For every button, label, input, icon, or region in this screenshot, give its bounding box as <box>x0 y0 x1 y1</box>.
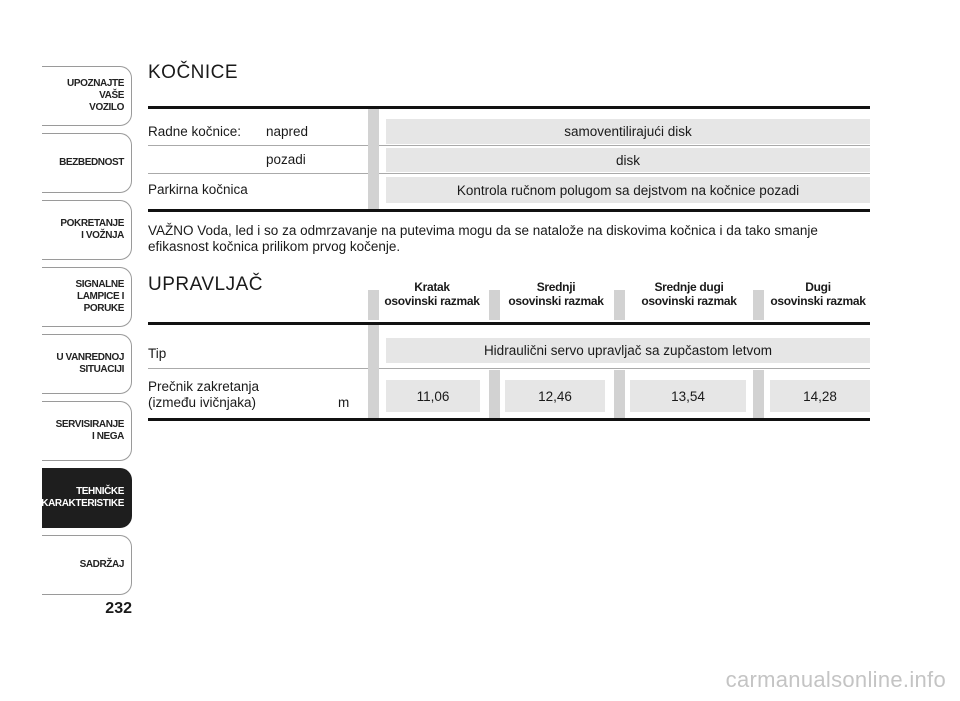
rear-brakes-value: disk <box>386 148 870 172</box>
steering-bottom-rule <box>148 418 870 421</box>
page-number: 232 <box>105 600 132 617</box>
watermark: carmanualsonline.info <box>725 667 946 692</box>
column-header-kratak: Kratak osovinski razmak <box>384 280 480 308</box>
tab-tehnicke-karakteristike[interactable]: TEHNIČKE KARAKTERISTIKE <box>42 468 132 528</box>
tab-upoznajte-vase-vozilo[interactable]: UPOZNAJTE VAŠE VOZILO <box>42 66 132 126</box>
steering-column-separator <box>368 325 379 418</box>
brakes-row-divider <box>148 145 368 146</box>
steering-row-divider <box>379 368 870 369</box>
tab-sadrzaj[interactable]: SADRŽAJ <box>42 535 132 595</box>
front-brakes-label: napred <box>266 124 309 139</box>
brakes-column-separator <box>368 109 379 210</box>
brakes-row-divider <box>148 173 368 174</box>
turning-diameter-kratak: 11,06 <box>386 380 480 412</box>
brakes-top-rule <box>148 106 870 109</box>
header-column-separator <box>614 290 625 320</box>
front-brakes-value: samoventilirajući disk <box>386 119 870 144</box>
steering-row-divider <box>148 368 368 369</box>
turning-diameter-sublabel: (između ivičnjaka) <box>148 395 257 410</box>
brakes-row-divider <box>379 145 870 146</box>
brakes-bottom-rule <box>148 209 870 212</box>
steering-top-rule <box>148 322 870 325</box>
brakes-note: VAŽNO Voda, led i so za odmrzavanje na putevima mogu da se natalože na diskovima kočnica i da tako smanje efikasnost kočnica prilikom prvog kočenje. <box>148 223 818 254</box>
value-column-separator <box>753 370 764 418</box>
turning-diameter-unit: m <box>338 395 350 410</box>
tab-u-vanrednoj-situaciji[interactable]: U VANREDNOJ SITUACIJI <box>42 334 132 394</box>
column-header-dugi: Dugi osovinski razmak <box>770 280 866 308</box>
header-column-separator <box>753 290 764 320</box>
tab-pokretanje-i-voznja[interactable]: POKRETANJE I VOŽNJA <box>42 200 132 260</box>
steering-type-value: Hidraulični servo upravljač sa zupčastom letvom <box>386 338 870 363</box>
brakes-title: KOČNICE <box>148 62 239 83</box>
header-column-separator <box>368 290 379 320</box>
parking-brake-label: Parkirna kočnica <box>148 182 248 197</box>
steering-type-label: Tip <box>148 346 167 361</box>
tab-bezbednost[interactable]: BEZBEDNOST <box>42 133 132 193</box>
parking-brake-value: Kontrola ručnom polugom sa dejstvom na kočnice pozadi <box>386 177 870 203</box>
header-column-separator <box>489 290 500 320</box>
rear-brakes-label: pozadi <box>266 152 306 167</box>
tab-signalne-lampice[interactable]: SIGNALNE LAMPICE I PORUKE <box>42 267 132 327</box>
turning-diameter-dugi: 14,28 <box>770 380 870 412</box>
column-header-srednje-dugi: Srednje dugi osovinski razmak <box>641 280 737 308</box>
turning-diameter-label: Prečnik zakretanja <box>148 379 260 394</box>
value-column-separator <box>614 370 625 418</box>
steering-title: UPRAVLJAČ <box>148 274 264 295</box>
turning-diameter-srednji: 12,46 <box>505 380 605 412</box>
value-column-separator <box>489 370 500 418</box>
turning-diameter-srednje-dugi: 13,54 <box>630 380 746 412</box>
tab-servisiranje-i-nega[interactable]: SERVISIRANJE I NEGA <box>42 401 132 461</box>
service-brakes-label: Radne kočnice: <box>148 124 242 139</box>
brakes-row-divider <box>379 173 870 174</box>
column-header-srednji: Srednji osovinski razmak <box>508 280 604 308</box>
